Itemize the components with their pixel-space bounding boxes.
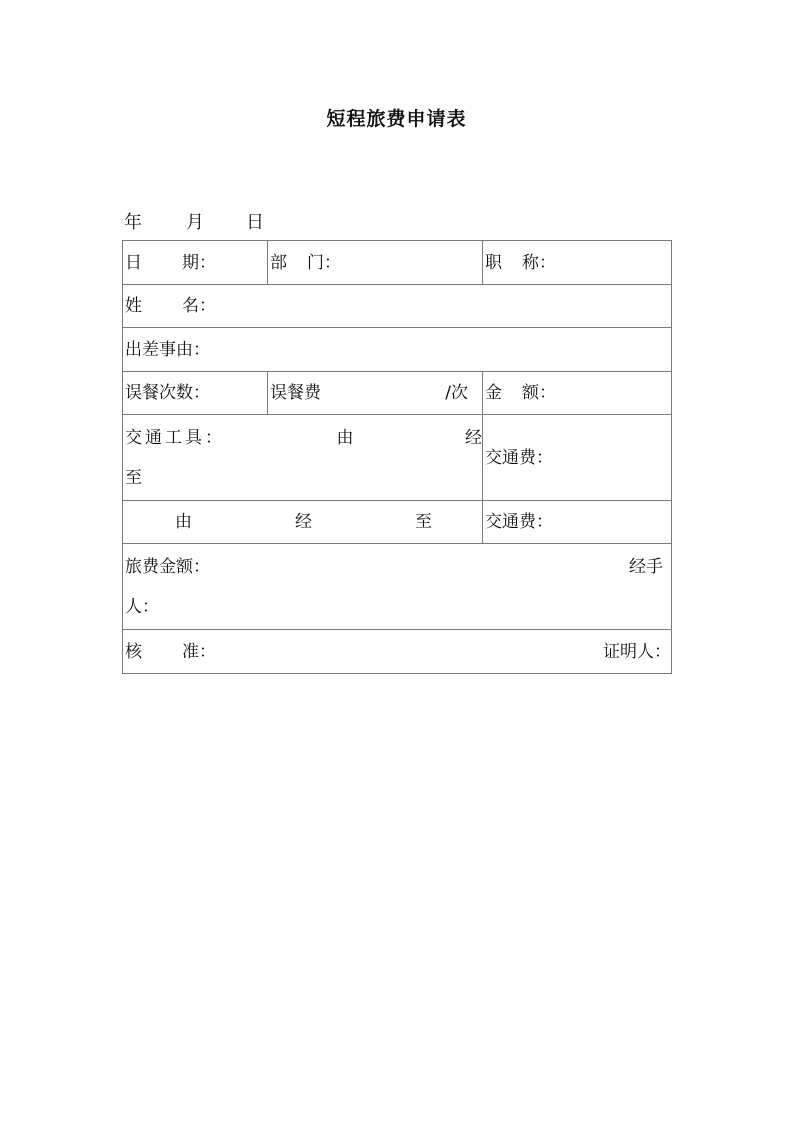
- route-through: 经: [295, 512, 312, 532]
- transport-tool-label: 交通工具：: [125, 427, 225, 448]
- form-row-total: [123, 544, 672, 630]
- via-to: 至: [125, 467, 142, 488]
- year-label: 年: [124, 212, 142, 233]
- reason-cell[interactable]: 出差事由：: [123, 328, 672, 372]
- form-row-approval: [123, 630, 672, 674]
- job-title-cell[interactable]: 职 称：: [483, 241, 672, 285]
- form-row-name: [123, 285, 672, 328]
- route-transport-fee-cell[interactable]: 交通费：: [483, 501, 672, 544]
- route-from: 由: [175, 512, 192, 532]
- travel-total-label: 旅费金额：: [125, 556, 210, 577]
- date-line: [124, 208, 264, 234]
- route-cell[interactable]: [123, 501, 483, 544]
- department-cell[interactable]: 部 门：: [268, 241, 483, 285]
- approve-label: 核: [125, 641, 142, 662]
- transport-fee-cell[interactable]: 交通费：: [483, 415, 672, 501]
- form-row-reason: [123, 328, 672, 372]
- meal-fee-cell[interactable]: 误餐费 /次: [268, 372, 483, 415]
- amount-cell[interactable]: 金 额：: [483, 372, 672, 415]
- transport-tool-cell[interactable]: [123, 415, 483, 501]
- handler-label-cont: 人：: [125, 596, 159, 617]
- meal-count-cell[interactable]: 误餐次数：: [123, 372, 268, 415]
- approval-cell[interactable]: 核 准： 证明人：: [123, 630, 672, 674]
- via-through: 经: [465, 427, 482, 448]
- day-label: 日: [246, 212, 264, 233]
- handler-label: 经手: [629, 556, 663, 577]
- name-cell[interactable]: 姓 名：: [123, 285, 672, 328]
- travel-total-cell[interactable]: [123, 544, 672, 630]
- form-row-route: [123, 501, 672, 544]
- month-label: 月: [186, 212, 204, 233]
- route-to: 至: [415, 512, 432, 532]
- form-row-basic: [123, 241, 672, 285]
- form-row-meal: [123, 372, 672, 415]
- form-row-transport: [123, 415, 672, 501]
- witness-label: 证明人：: [603, 641, 671, 662]
- travel-expense-form: [122, 240, 672, 674]
- page-title: 短程旅费申请表: [326, 108, 467, 130]
- date-cell[interactable]: 日 期：: [123, 241, 268, 285]
- via-from: 由: [336, 427, 354, 448]
